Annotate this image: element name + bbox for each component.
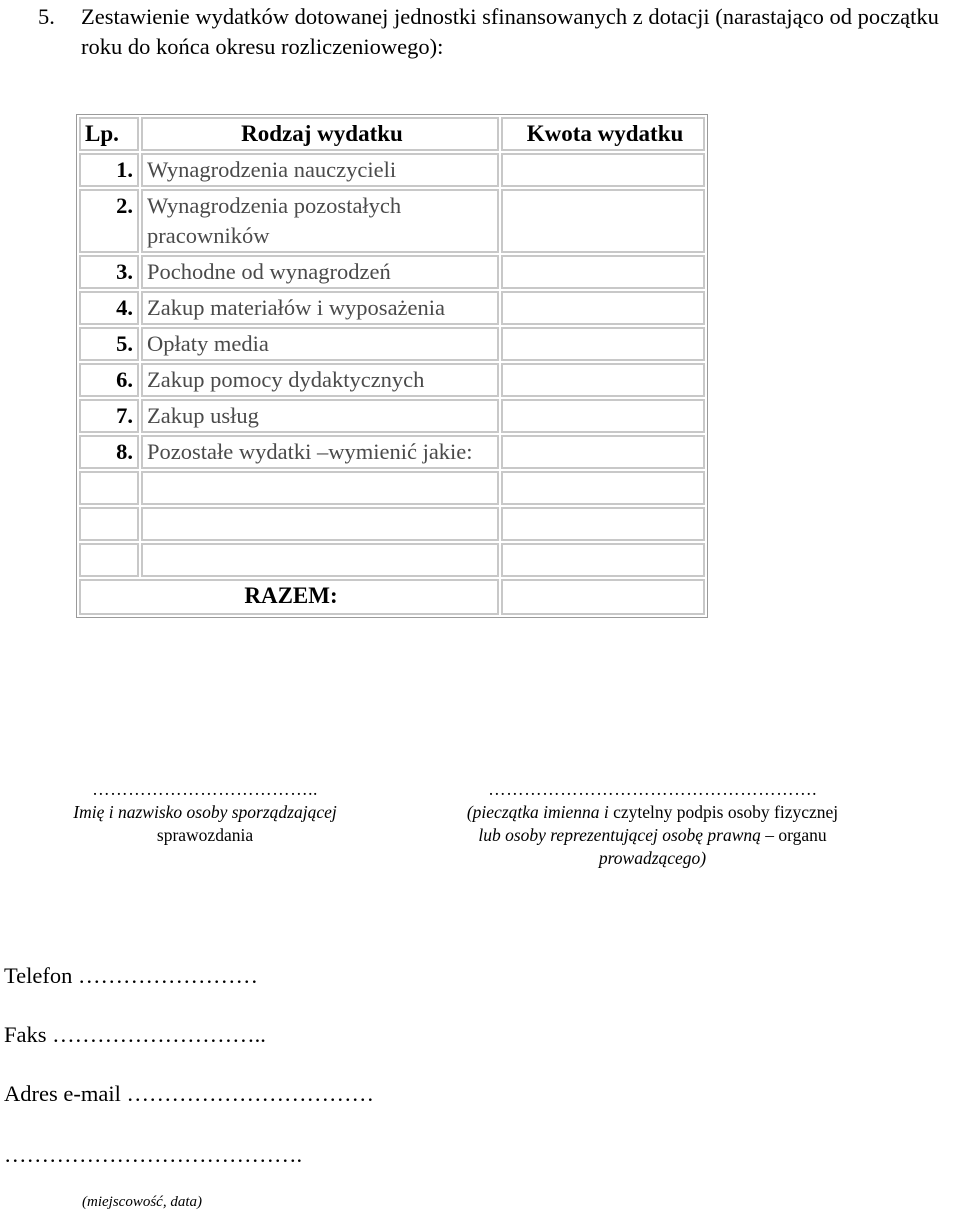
- place-date-field: [4, 1140, 302, 1170]
- fax-field: [4, 1020, 266, 1050]
- fax-dots[interactable]: ………………………..: [52, 1022, 266, 1047]
- blank-amount-cell[interactable]: [501, 471, 705, 505]
- table-row: [79, 189, 705, 253]
- blank-row: [79, 543, 705, 577]
- row-expense-type: Zakup pomocy dydaktycznych: [141, 363, 499, 397]
- row-lp: 8.: [79, 435, 139, 469]
- phone-label: Telefon: [4, 963, 73, 988]
- blank-row: [79, 507, 705, 541]
- preparer-caption-line2: sprawozdania: [156, 825, 254, 845]
- blank-lp-cell[interactable]: [79, 507, 139, 541]
- row-expense-type: Zakup materiałów i wyposażenia: [141, 291, 499, 325]
- row-amount-cell[interactable]: [501, 189, 705, 253]
- row-amount-cell[interactable]: [501, 327, 705, 361]
- email-dots[interactable]: ……………………………: [126, 1081, 374, 1106]
- stamp-caption-line2a: lub osoby reprezentującej osobę prawną: [478, 825, 761, 845]
- email-field: [4, 1079, 374, 1109]
- stamp-caption-part1: (pieczątka imienna i: [466, 802, 609, 822]
- row-lp: 6.: [79, 363, 139, 397]
- row-expense-type: Pozostałe wydatki –wymienić jakie:: [141, 435, 499, 469]
- row-amount-cell[interactable]: [501, 399, 705, 433]
- email-label: Adres e-mail: [4, 1081, 121, 1106]
- blank-name-cell[interactable]: [141, 507, 499, 541]
- table-row: [79, 291, 705, 325]
- stamp-signature-line[interactable]: ……………………………………………….: [488, 779, 817, 799]
- stamp-caption-part2: czytelny podpis osoby fizycznej: [608, 802, 839, 822]
- table-row: [79, 327, 705, 361]
- preparer-caption-line1: Imię i nazwisko osoby sporządzającej: [73, 802, 337, 822]
- row-expense-type: Zakup usług: [141, 399, 499, 433]
- blank-name-cell[interactable]: [141, 471, 499, 505]
- row-lp: 2.: [79, 189, 139, 253]
- row-lp: 1.: [79, 153, 139, 187]
- preparer-signature-line[interactable]: ………………………………..: [92, 779, 318, 799]
- row-amount-cell[interactable]: [501, 291, 705, 325]
- stamp-caption-line3: prowadzącego): [598, 848, 707, 868]
- phone-field: [4, 961, 258, 991]
- place-date-dots[interactable]: ………………………………….: [4, 1142, 303, 1167]
- place-date-caption: (miejscowość, data): [82, 1194, 202, 1210]
- row-amount-cell[interactable]: [501, 153, 705, 187]
- stamp-caption-line2b: – organu: [760, 825, 827, 845]
- blank-amount-cell[interactable]: [501, 543, 705, 577]
- blank-lp-cell[interactable]: [79, 543, 139, 577]
- stamp-signature: [400, 778, 905, 870]
- total-row: [79, 579, 705, 615]
- blank-row: [79, 471, 705, 505]
- table-row: [79, 363, 705, 397]
- table-row: [79, 255, 705, 289]
- table-row: [79, 153, 705, 187]
- table-header-row: [79, 117, 705, 151]
- stamp-caption-line1: [400, 801, 905, 824]
- section-number: 5.: [38, 4, 55, 29]
- expense-table: [76, 114, 708, 618]
- blank-amount-cell[interactable]: [501, 507, 705, 541]
- row-lp: 4.: [79, 291, 139, 325]
- header-lp: Lp.: [79, 117, 139, 151]
- row-lp: 3.: [79, 255, 139, 289]
- blank-name-cell[interactable]: [141, 543, 499, 577]
- blank-lp-cell[interactable]: [79, 471, 139, 505]
- row-expense-type: Opłaty media: [141, 327, 499, 361]
- row-amount-cell[interactable]: [501, 435, 705, 469]
- table-row: [79, 399, 705, 433]
- phone-dots[interactable]: ……………………: [78, 963, 259, 988]
- row-lp: 5.: [79, 327, 139, 361]
- fax-label: Faks: [4, 1022, 47, 1047]
- row-expense-type: Wynagrodzenia nauczycieli: [141, 153, 499, 187]
- row-expense-type: Wynagrodzenia pozostałych pracowników: [141, 189, 499, 253]
- header-expense-type: Rodzaj wydatku: [141, 117, 499, 151]
- total-label: RAZEM:: [79, 579, 499, 615]
- row-amount-cell[interactable]: [501, 255, 705, 289]
- row-amount-cell[interactable]: [501, 363, 705, 397]
- stamp-caption-line2: [400, 824, 905, 847]
- total-amount-cell[interactable]: [501, 579, 705, 615]
- section-title: Zestawienie wydatków dotowanej jednostki sfinansowanych z dotacji (narastająco od początku roku do końca okresu rozliczeniowego):: [81, 4, 939, 59]
- table-row: [79, 435, 705, 469]
- header-expense-amount: Kwota wydatku: [501, 117, 705, 151]
- row-lp: 7.: [79, 399, 139, 433]
- row-expense-type: Pochodne od wynagrodzeń: [141, 255, 499, 289]
- preparer-signature: [30, 778, 380, 847]
